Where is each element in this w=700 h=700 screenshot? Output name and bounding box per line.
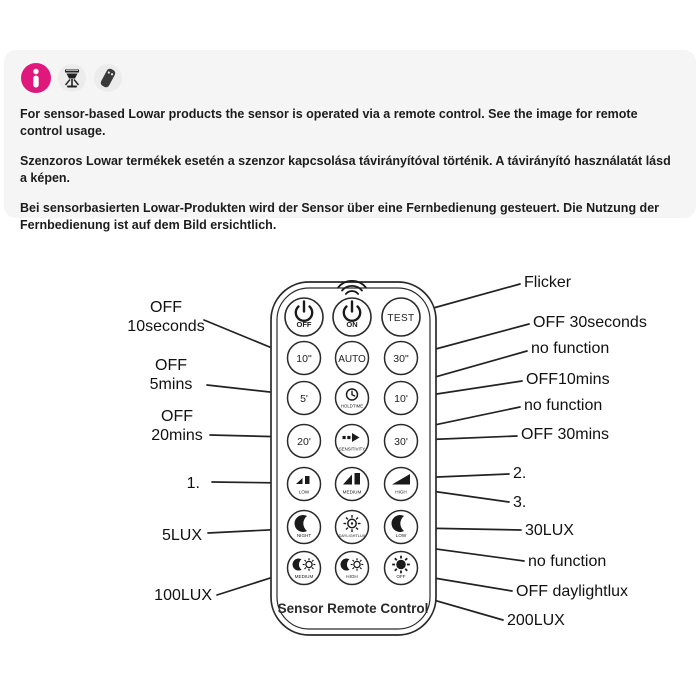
svg-text:30': 30' [394, 436, 408, 448]
svg-text:OFF: OFF [396, 574, 406, 579]
remote-button-30min [385, 425, 418, 458]
remote-button-30sec [385, 342, 418, 375]
remote-button-night [288, 511, 321, 544]
remote-button-20min [288, 425, 321, 458]
svg-text:HIGH: HIGH [395, 489, 407, 495]
callout-off-30mins: OFF 30mins [521, 426, 610, 443]
svg-text:MEDIUM: MEDIUM [294, 574, 314, 579]
svg-text:ON: ON [346, 320, 358, 329]
callout-off-10seconds: OFF 10seconds [127, 299, 205, 335]
callout-100lux: 100LUX [154, 587, 212, 604]
svg-text:10": 10" [296, 353, 312, 365]
callout-off-daylightlux: OFF daylightlux [516, 583, 629, 600]
callout-5lux: 5LUX [161, 527, 202, 544]
sun-solid-icon [392, 556, 410, 574]
remote-button-off [285, 298, 323, 336]
remote-button-on [333, 298, 371, 336]
remote-button-daylightlux [336, 511, 369, 544]
svg-text:HOLDTIME: HOLDTIME [340, 403, 364, 409]
callout-flicker: Flicker [524, 274, 572, 291]
remote-button-5min [288, 382, 321, 415]
remote-button-test [382, 298, 420, 336]
svg-text:5': 5' [300, 393, 308, 405]
remote-button-lux-off [385, 552, 418, 585]
remote-button-auto [336, 342, 369, 375]
callout-off-10mins: OFF10mins [526, 371, 610, 388]
svg-text:OFF: OFF [296, 320, 312, 329]
remote-button-sensitivity [336, 425, 369, 458]
svg-text:30": 30" [393, 353, 409, 365]
svg-text:DAYLIGHTLUX: DAYLIGHTLUX [338, 533, 366, 538]
remote-button-lux-low [385, 511, 418, 544]
svg-text:LOW: LOW [298, 489, 310, 495]
callout-no-function-1: no function [531, 340, 610, 357]
svg-text:MEDIUM: MEDIUM [342, 489, 362, 495]
remote-button-holdtime [336, 382, 369, 415]
callout-3: 3. [513, 494, 527, 511]
remote-button-sensitivity-medium [336, 468, 369, 501]
remote-button-sensitivity-high [385, 468, 418, 501]
callout-1: 1. [186, 475, 200, 492]
svg-text:TEST: TEST [387, 313, 415, 324]
paragraph-german: Bei sensorbasierten Lowar-Produkten wird der Sensor über eine Fernbedienung gesteuert. Die Nutzung der Fernbedienung ist auf dem Bild ersichtlich. [20, 201, 660, 232]
remote-button-10sec [288, 342, 321, 375]
svg-text:AUTO: AUTO [338, 354, 366, 365]
svg-text:LOW: LOW [395, 533, 407, 538]
sun-icon [344, 515, 361, 532]
svg-text:HIGH: HIGH [346, 574, 358, 579]
svg-text:SENSITIVITY: SENSITIVITY [338, 446, 366, 452]
callout-no-function-3: no function [528, 553, 607, 570]
callout-no-function-2: no function [524, 397, 603, 414]
svg-text:10': 10' [394, 393, 408, 405]
callout-200lux: 200LUX [507, 612, 565, 629]
callout-30lux: 30LUX [525, 522, 574, 539]
svg-text:20': 20' [297, 436, 311, 448]
remote-button-10min [385, 382, 418, 415]
paragraph-hungarian: Szenzoros Lowar termékek esetén a szenzor kapcsolása távirányítóval történik. A távirányító használatát lásd a képen. [20, 154, 671, 185]
paragraph-english: For sensor-based Lowar products the sensor is operated via a remote control. See the image for remote control usage. [20, 107, 638, 138]
callout-2: 2. [513, 465, 527, 482]
svg-text:NIGHT: NIGHT [296, 533, 312, 538]
callout-off-5mins: OFF 5mins [149, 357, 193, 393]
callout-off-20mins: OFF 20mins [151, 408, 203, 444]
remote-button-sensitivity-low [288, 468, 321, 501]
remote-button-lux-medium [288, 552, 321, 585]
remote-button-lux-high [336, 552, 369, 585]
remote-footer-label: Sensor Remote Control [277, 601, 429, 616]
callout-off-30seconds: OFF 30seconds [533, 314, 647, 331]
